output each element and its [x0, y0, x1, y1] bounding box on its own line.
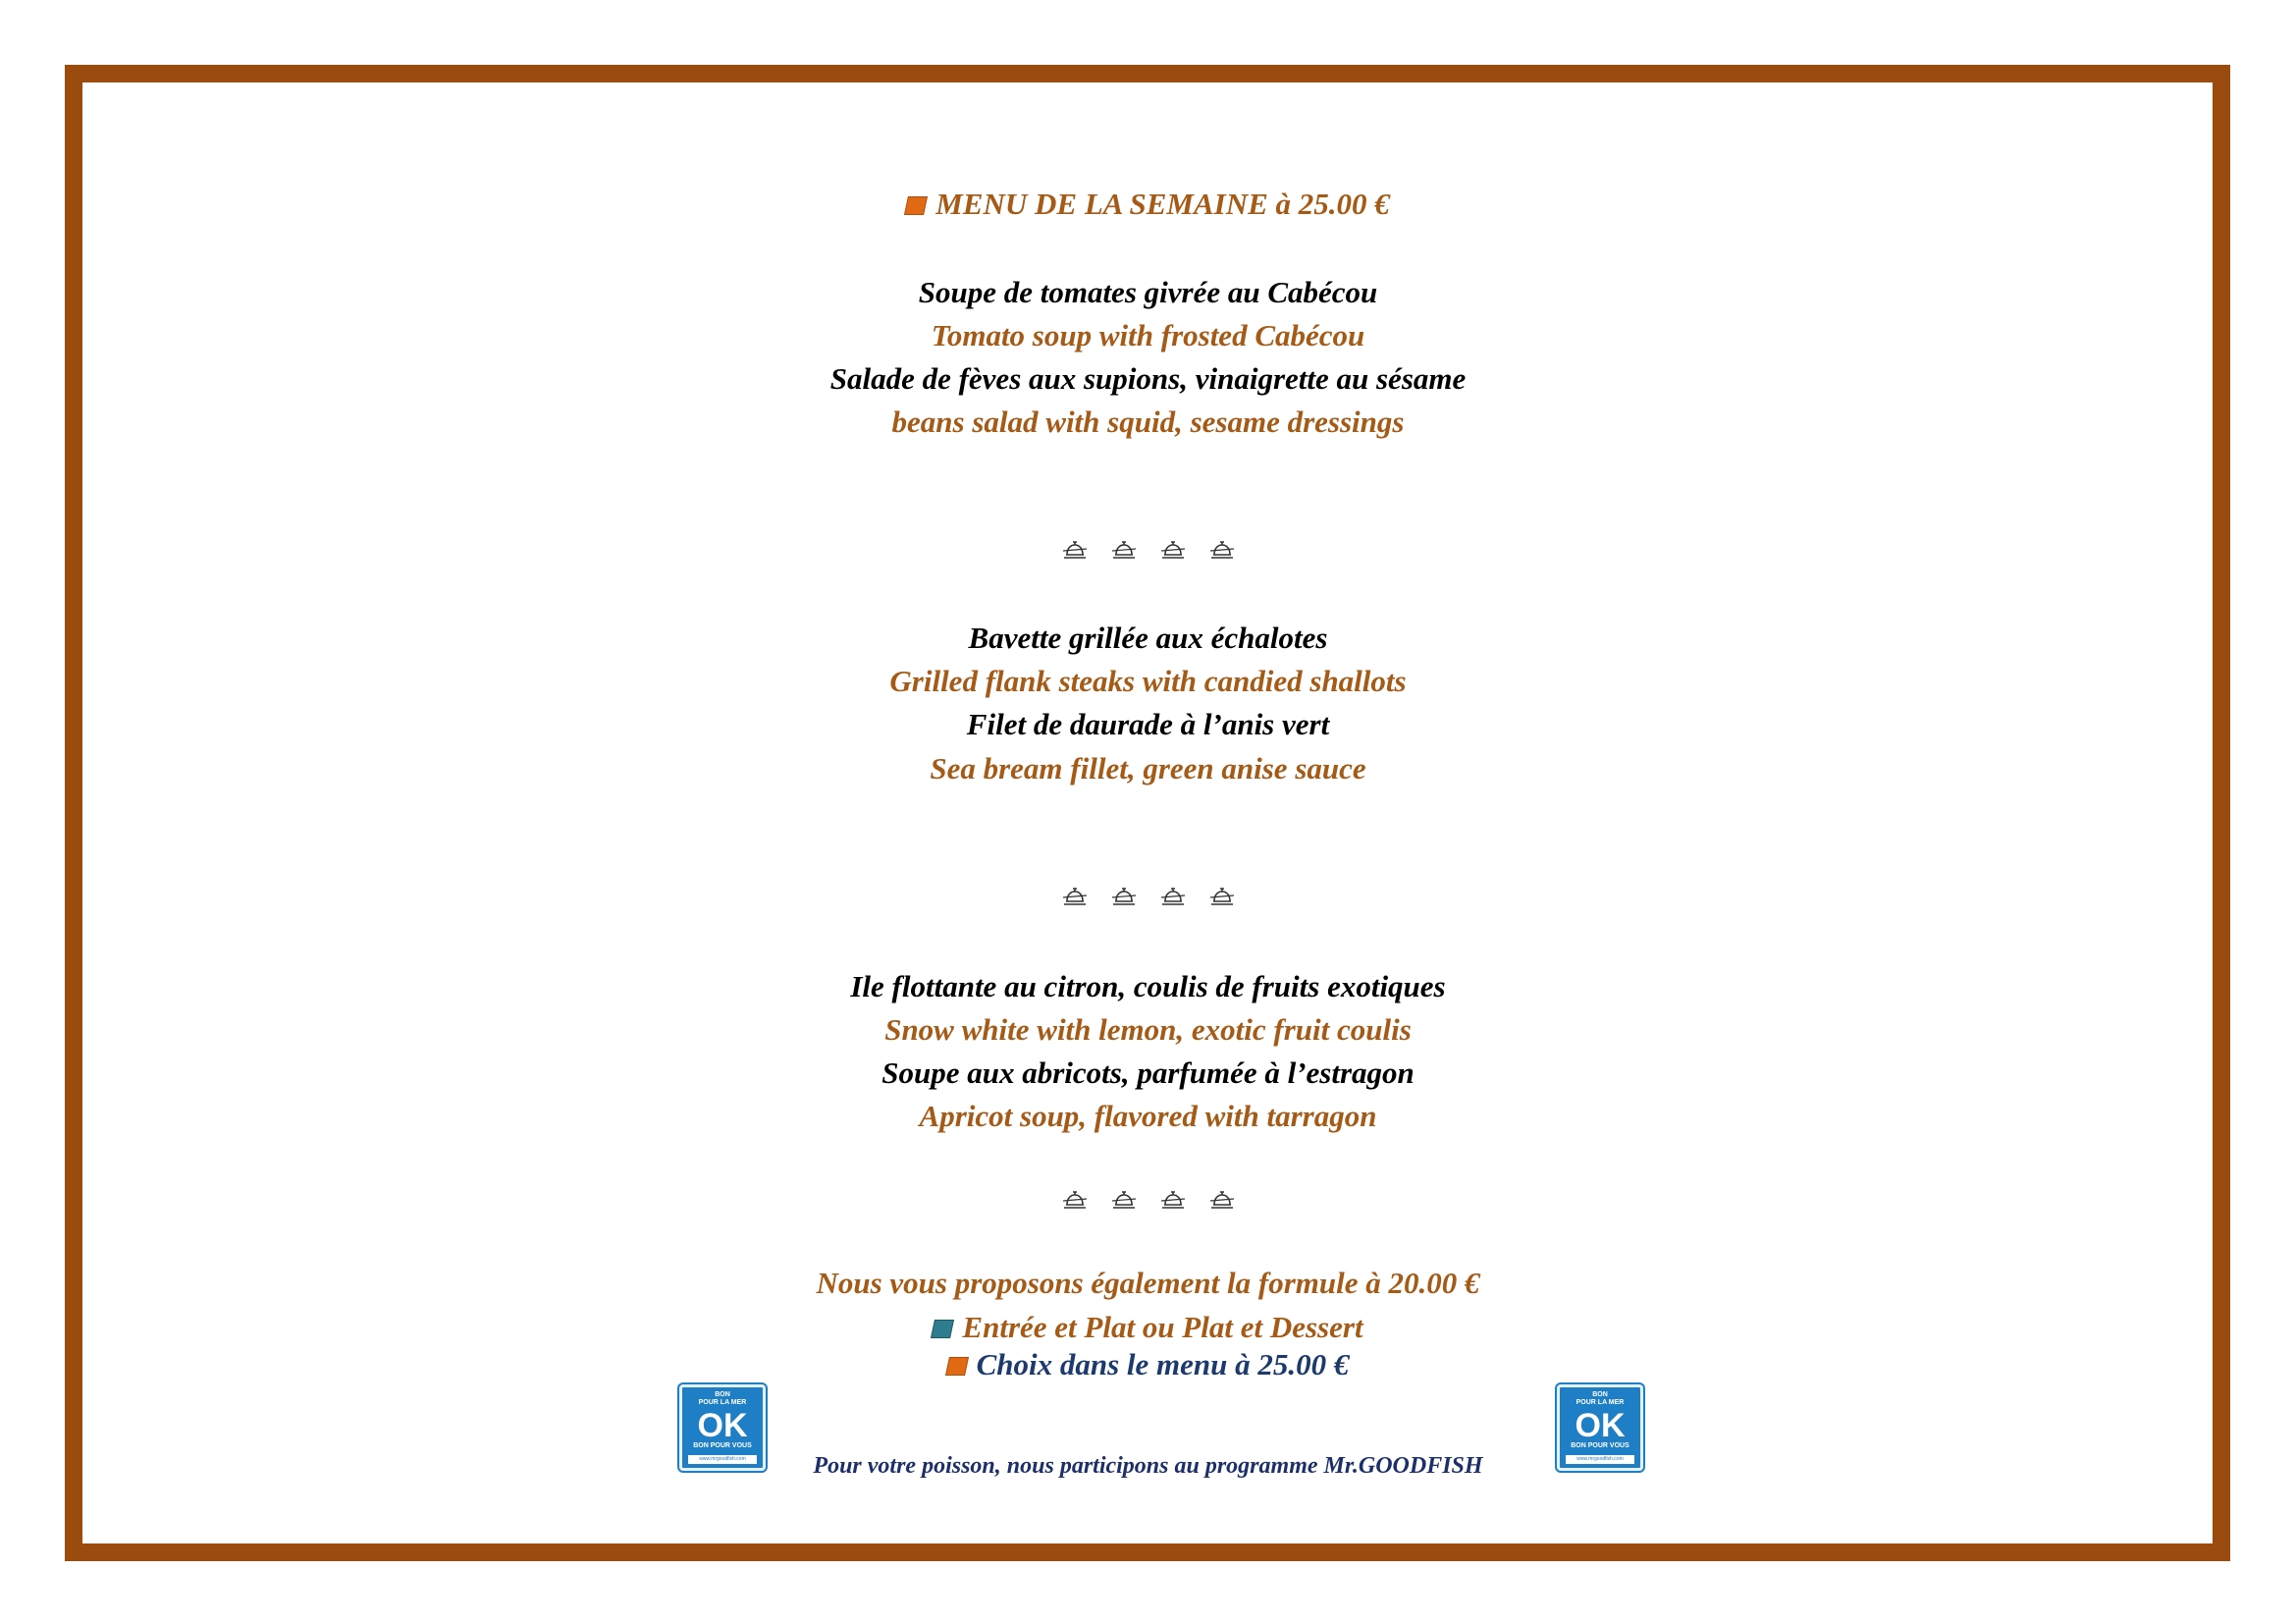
orange-square-icon	[945, 1357, 969, 1376]
mr-goodfish-ok-logo: BON POUR LA MER OK BON POUR VOUS www.mrgoodfish.com	[1557, 1384, 1643, 1471]
dessert-1-english: Snow white with lemon, exotic fruit coulis	[884, 1012, 1412, 1047]
goodfish-program-note: Pour votre poisson, nous participons au programme Mr.GOODFISH	[813, 1453, 1483, 1479]
cloche-icon	[1062, 539, 1088, 561]
main-2-english: Sea bream fillet, green anise sauce	[930, 751, 1366, 785]
cloche-icon	[1111, 539, 1137, 561]
cloche-icon	[1160, 539, 1186, 561]
formula-option-2-text: Choix dans le menu à 25.00 €	[976, 1347, 1350, 1381]
teal-square-icon	[931, 1320, 954, 1338]
formula-option-1-text: Entrée et Plat ou Plat et Dessert	[962, 1310, 1363, 1344]
main-1-english: Grilled flank steaks with candied shallots	[889, 664, 1407, 698]
formula-intro: Nous vous proposons également la formule à 20.00 €	[816, 1266, 1480, 1300]
formula-option-1	[0, 1308, 2296, 1347]
main-2-french: Filet de daurade à l’anis vert	[966, 707, 1330, 741]
cloche-icon	[1111, 886, 1137, 907]
menu-title	[0, 185, 2296, 224]
cloche-icon	[1111, 1189, 1137, 1211]
starter-1-english: Tomato soup with frosted Cabécou	[931, 318, 1365, 352]
dessert-2-french: Soupe aux abricots, parfumée à l’estragon	[881, 1056, 1415, 1090]
cloche-icon	[1062, 1189, 1088, 1211]
cloche-icon	[1209, 886, 1235, 907]
cloche-icon	[1062, 886, 1088, 907]
main-1-french: Bavette grillée aux échalotes	[968, 621, 1328, 655]
formula-option-2	[0, 1345, 2296, 1384]
dessert-1-french: Ile flottante au citron, coulis de fruits exotiques	[850, 969, 1446, 1003]
section-separator-1	[0, 539, 2296, 568]
starter-2-english: beans salad with squid, sesame dressings	[891, 405, 1405, 439]
orange-square-icon	[904, 196, 928, 215]
dessert-2-english: Apricot soup, flavored with tarragon	[919, 1099, 1377, 1133]
section-separator-3	[0, 1189, 2296, 1218]
mr-goodfish-ok-logo: BON POUR LA MER OK BON POUR VOUS www.mrgoodfish.com	[679, 1384, 766, 1471]
cloche-icon	[1209, 1189, 1235, 1211]
menu-title-text: MENU DE LA SEMAINE à 25.00 €	[935, 187, 1390, 221]
cloche-icon	[1209, 539, 1235, 561]
starter-1-french: Soupe de tomates givrée au Cabécou	[918, 275, 1378, 309]
cloche-icon	[1160, 1189, 1186, 1211]
starter-2-french: Salade de fèves aux supions, vinaigrette au sésame	[829, 361, 1467, 396]
section-separator-2	[0, 886, 2296, 915]
cloche-icon	[1160, 886, 1186, 907]
